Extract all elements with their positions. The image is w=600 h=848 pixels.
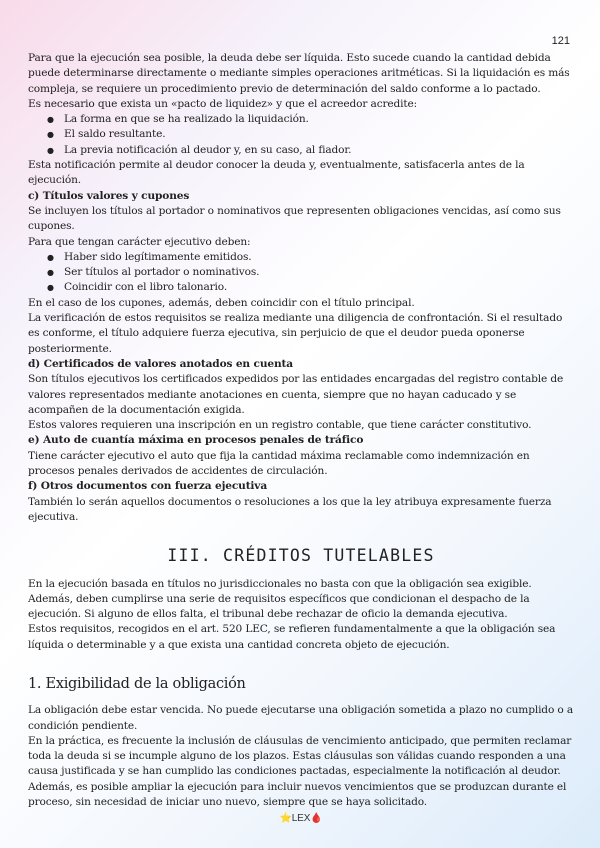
footer-brand: LEX (291, 813, 311, 825)
section-title: III. CRÉDITOS TUTELABLES (167, 546, 435, 566)
paragraph: Se incluyen los títulos al portador o nominativos que representen obligaciones vencidas, así como sus cupones. (28, 204, 561, 233)
paragraph: Para que la ejecución sea posible, la deuda debe ser líquida. Esto sucede cuando la cantidad debida puede determinarse directamente o mediante simples operaciones aritméticas. Si la liquidación es más compleja, se requiere un procedimiento previo de determinación del saldo conforme a lo pactado. (28, 52, 570, 95)
list-item: ● El saldo resultante. (64, 127, 574, 142)
paragraph: En la práctica, es frecuente la inclusión de cláusulas de vencimiento anticipado, que permiten reclamar toda la deuda si se incumple alguno de los plazos. Estas cláusulas son válidas cuando responden a una causa justificada y se han cumplido las condiciones pactadas, especialmente la notificación al deudor. (28, 734, 572, 778)
paragraph: También lo serán aquellos documentos o resoluciones a los que la ley atribuya expresamente fuerza ejecutiva. (28, 495, 552, 523)
heading-f: f) Otros documentos con fuerza ejecutiva (28, 480, 268, 493)
subsection-title: 1. Exigibilidad de la obligación (28, 675, 246, 692)
paragraph: En la ejecución basada en títulos no jurisdiccionales no basta con que la obligación sea exigible. Además, deben cumplirse una serie de requisitos específicos que condicionan el despacho de la ejecución. Si alguno de ellos falta, el tribunal debe rechazar de oficio la demanda ejecutiva. (28, 577, 532, 621)
paragraph: Estos valores requieren una inscripción en un registro contable, que tiene carácter constitutivo. (28, 419, 532, 432)
bullet-list (28, 112, 574, 158)
paragraph: Esta notificación permite al deudor conocer la deuda y, eventualmente, satisfacerla antes de la ejecución. (28, 159, 525, 187)
list-item: ● La previa notificación al deudor y, en su caso, al fiador. (64, 143, 574, 158)
footer-logo (28, 811, 574, 826)
list-item: ● La forma en que se ha realizado la liquidación. (64, 112, 574, 127)
paragraph: Tiene carácter ejecutivo el auto que fija la cantidad máxima reclamable como indemnización en procesos penales derivados de accidentes de circulación. (28, 449, 530, 478)
star-icon: ⭐ (279, 813, 292, 825)
paragraph: Para que tengan carácter ejecutivo deben: (28, 235, 251, 248)
paragraph: Son títulos ejecutivos los certificados expedidos por las entidades encargadas del registro contable de valores representados mediante anotaciones en cuenta, siempre que no hayan caducado y se acompañen de la documentación exigida. (28, 373, 564, 416)
list-item: ● Ser títulos al portador o nominativos. (64, 265, 574, 280)
heading-c: c) Títulos valores y cupones (28, 189, 190, 202)
paragraph: Además, es posible ampliar la ejecución para incluir nuevos vencimientos que se produzcan durante el proceso, sin necesidad de iniciar uno nuevo, siempre que se haya solicitado. (28, 780, 567, 809)
paragraph: Es necesario que exista un «pacto de liquidez» y que el acreedor acredite: (28, 97, 418, 110)
paragraph: Estos requisitos, recogidos en el art. 520 LEC, se refieren fundamentalmente a que la obligación sea líquida o determinable y a que exista una cantidad concreta objeto de ejecución. (28, 623, 556, 651)
page-number: 121 (551, 35, 570, 47)
blood-drop-icon: 🩸 (310, 813, 323, 825)
heading-e: e) Auto de cuantía máxima en procesos penales de tráfico (28, 434, 364, 447)
list-item: ● Coincidir con el libro talonario. (64, 280, 574, 295)
bullet-list (28, 250, 574, 296)
paragraph: La verificación de estos requisitos se realiza mediante una diligencia de confrontación. Si el resultado es conforme, el título adquiere fuerza ejecutiva, sin perjuicio de que el deudor pueda oponerse posteriormente. (28, 312, 563, 355)
paragraph: En el caso de los cupones, además, deben coincidir con el título principal. (28, 296, 415, 309)
list-item: ● Haber sido legítimamente emitidos. (64, 250, 574, 265)
document-body (28, 51, 574, 827)
heading-d: d) Certificados de valores anotados en cuenta (28, 357, 293, 370)
paragraph: La obligación debe estar vencida. No puede ejecutarse una obligación sometida a plazo no cumplido o a condición pendiente. (28, 704, 574, 732)
